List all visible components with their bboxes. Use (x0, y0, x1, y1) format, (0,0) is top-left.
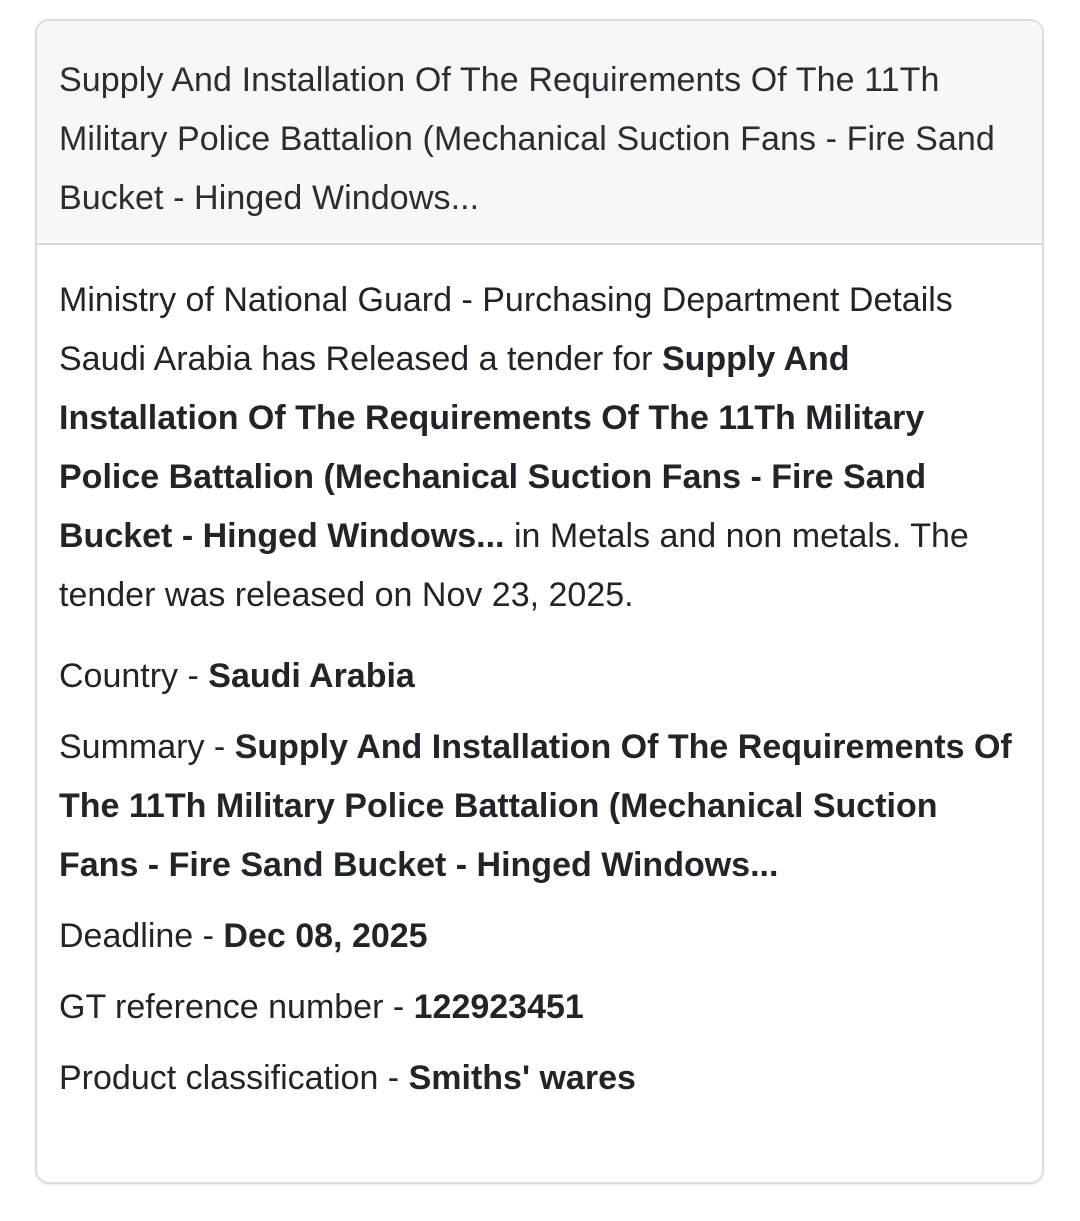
summary-label: Summary - (59, 728, 235, 766)
deadline-value: Dec 08, 2025 (223, 917, 428, 955)
tender-details (37, 245, 1042, 1108)
field-product-classification (59, 1049, 1020, 1108)
field-summary (59, 718, 1020, 895)
country-value: Saudi Arabia (208, 657, 415, 695)
tender-description (59, 271, 1020, 625)
tender-card (35, 19, 1044, 1184)
summary-value: Supply And Installation Of The Requirements Of The 11Th Military Police Battalion (Mechanical Suction Fans - Fire Sand Bucket - Hinged Windows... (59, 728, 1012, 884)
tender-title-header[interactable] (37, 21, 1042, 245)
description-prefix: Ministry of National Guard - Purchasing Department Details Saudi Arabia has Released a tender for (59, 281, 953, 378)
field-gt-reference (59, 978, 1020, 1037)
gt-reference-value: 122923451 (413, 988, 584, 1026)
field-country (59, 647, 1020, 706)
country-label: Country - (59, 657, 209, 695)
deadline-label: Deadline - (59, 917, 224, 955)
gt-reference-label: GT reference number - (59, 988, 414, 1026)
product-classification-label: Product classification - (59, 1059, 409, 1097)
description-highlight: Supply And Installation Of The Requirements Of The 11Th Military Police Battalion (Mechanical Suction Fans - Fire Sand Bucket - Hinged Windows... (59, 340, 927, 555)
description-suffix: in Metals and non metals. The tender was released on Nov 23, 2025. (59, 517, 969, 614)
field-deadline (59, 907, 1020, 966)
product-classification-value: Smiths' wares (408, 1059, 636, 1097)
tender-title[interactable]: Supply And Installation Of The Requirements Of The 11Th Military Police Battalion (Mechanical Suction Fans - Fire Sand Bucket - Hinged Windows... (59, 61, 995, 217)
